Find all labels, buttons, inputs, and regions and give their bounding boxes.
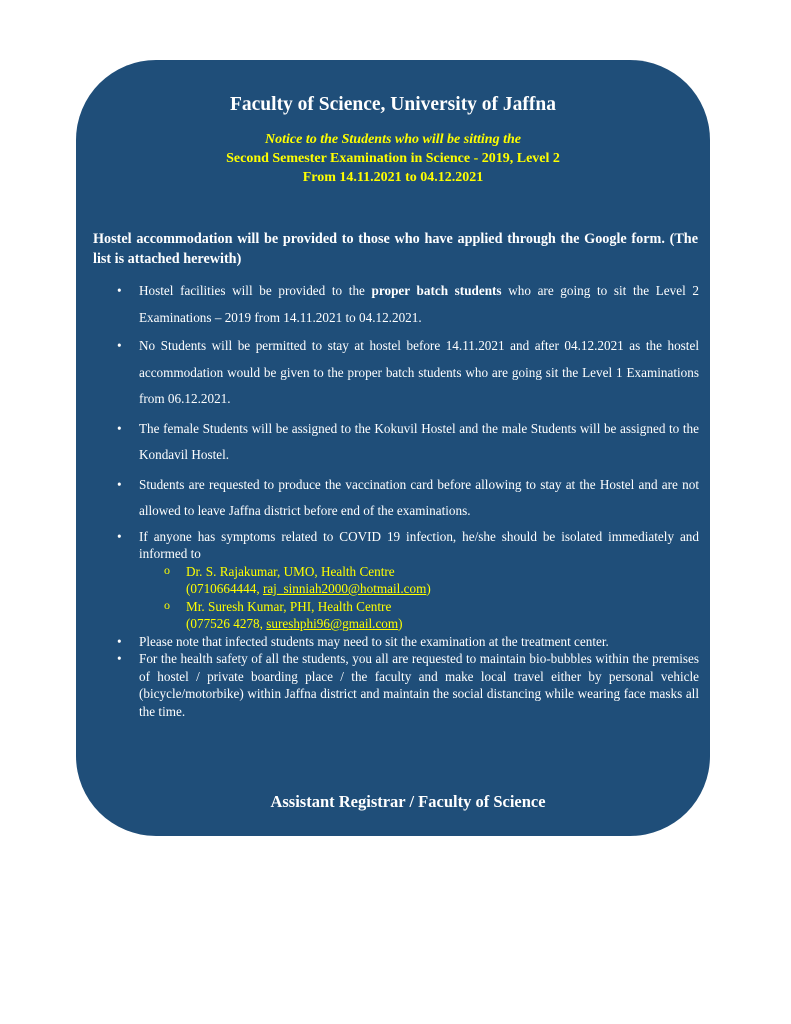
- exam-subtitle: Second Semester Examination in Science - 2019, Level 2: [226, 151, 560, 166]
- contact-name: Dr. S. Rajakumar, UMO, Health Centre: [186, 563, 395, 579]
- contact-phone: (0710664444,: [186, 581, 263, 596]
- contact-suffix: ): [398, 616, 403, 631]
- contact-item: [164, 597, 699, 633]
- contact-name: Mr. Suresh Kumar, PHI, Health Centre: [186, 598, 392, 614]
- bullet-emphasis: proper batch students: [371, 283, 502, 298]
- notice-bullet-list: [115, 278, 699, 720]
- bullet-vaccination-card: • Students are requested to produce the vaccination card before allowing to stay at the Hostel and are not allowed to leave Jaffna district before end of the examinations.: [115, 472, 699, 525]
- circle-bullet-icon: o: [164, 562, 170, 577]
- bullet-stay-restriction: • No Students will be permitted to stay at hostel before 14.11.2021 and after 04.12.2021 as the hostel accommodation would be given to the proper batch students who are going sit the Level 1 Examinations from 06.12.2021.: [115, 333, 699, 413]
- faculty-title: Faculty of Science, University of Jaffna: [229, 94, 557, 115]
- exam-date-range: From 14.11.2021 to 04.12.2021: [302, 170, 484, 185]
- bullet-text: Hostel facilities will be provided to the: [139, 283, 372, 298]
- contact-suffix: ): [426, 581, 431, 596]
- circle-bullet-icon: o: [164, 597, 170, 612]
- bullet-infected-students: • Please note that infected students may need to sit the examination at the treatment center.: [115, 633, 699, 651]
- notice-card: [76, 60, 710, 836]
- hostel-intro: Hostel accommodation will be provided to those who have applied through the Google form. (The list is attached herewith): [93, 231, 698, 267]
- bullet-health-safety: • For the health safety of all the students, you all are requested to maintain bio-bubbles within the premises of hostel / private boarding place / the faculty and make local travel either by personal vehicle (bicycle/motorbike) within Jaffna district and maintain the social distancing while wearing face masks all the time.: [115, 650, 699, 720]
- contact-email-link[interactable]: raj_sinniah2000@hotmail.com: [262, 581, 427, 596]
- contact-email-link[interactable]: sureshphi96@gmail.com: [266, 616, 399, 631]
- bullet-text: If anyone has symptoms related to COVID 19 infection, he/she should be isolated immediately and informed to: [139, 528, 699, 561]
- contact-list: [139, 563, 699, 633]
- signature: Assistant Registrar / Faculty of Science: [270, 792, 546, 811]
- bullet-text: who are going to sit the Level 2 Examinations – 2019 from 14.11.2021 to 04.12.2021.: [139, 283, 699, 325]
- bullet-covid-symptoms: [115, 528, 699, 633]
- bullet-hostel-facilities: [115, 278, 699, 331]
- notice-subtitle: Notice to the Students who will be sitting the: [265, 132, 521, 147]
- bullet-hostel-assignment: • The female Students will be assigned to the Kokuvil Hostel and the male Students will be assigned to the Kondavil Hostel.: [115, 416, 699, 469]
- contact-phone: (077526 4278,: [186, 616, 267, 631]
- contact-item: [164, 562, 699, 598]
